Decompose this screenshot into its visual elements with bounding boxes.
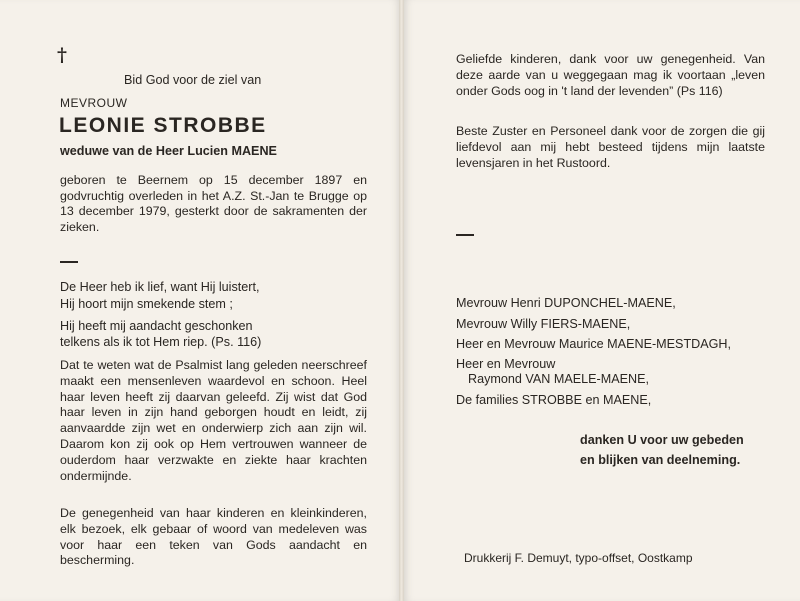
psalm-line: Hij hoort mijn smekende stem ; [60,297,233,311]
farewell-paragraph: Geliefde kinderen, dank voor uw genegenheid. Van deze aarde van u weggegaan mag ik voortaan „leven onder Gods oog in 't land der levenden” (Ps 116) [456,52,765,98]
family-line: Mevrouw Henri DUPONCHEL-MAENE, [456,296,676,310]
thanks-line: en blijken van deelneming. [580,453,741,467]
reflection-paragraph: De genegenheid van haar kinderen en kleinkinderen, elk bezoek, elk gebaar of woord van medeleven was voor haar een teken van Gods aandacht en bescherming. [60,506,367,568]
title-mevrouw: MEVROUW [60,96,128,110]
birth-death-text: geboren te Beernem op 15 december 1897 en godvruchtig overleden in het A.Z. St.-Jan te Brugge op 13 december 1979, gesterkt door de sakramenten der zieken. [60,173,367,234]
right-page [404,0,800,601]
psalm-line: telkens als ik tot Hem riep. (Ps. 116) [60,335,262,349]
thanks-staff-paragraph: Beste Zuster en Personeel dank voor de zorgen die gij liefdevol aan mij hebt besteed tijdens mijn laatste levensjaren in het Rustoord. [456,124,765,170]
prayer-line: Bid God voor de ziel van [124,73,262,87]
reflection-paragraph: Dat te weten wat de Psalmist lang geleden neerschreef maakt een mensenleven waardevol en schoon. Heel haar leven heeft zij daarvan geleefd. Zij wist dat God haar leven in zijn hand geborgen houdt en leidt, zij aanvaardde zijn wet en onderwierp zich aan zijn wil. Daarom kon zij ook op Hem vertrouwen wanneer de ouderdom haar verzwakte en ziekte haar krachten ondermijnde. [60,358,367,483]
thanks-line: danken U voor uw gebeden [580,433,744,447]
widow-line: weduwe van de Heer Lucien MAENE [60,144,277,158]
psalm-line: Hij heeft mij aandacht geschonken [60,319,253,333]
family-line: Heer en Mevrouw Maurice MAENE-MESTDAGH, [456,337,732,351]
family-line: Heer en Mevrouw [456,357,556,371]
psalm-line: De Heer heb ik lief, want Hij luistert, [60,280,260,294]
divider [60,261,78,263]
deceased-name: LEONIE STROBBE [59,114,267,137]
cross-icon: † [57,44,67,66]
printer-credit: Drukkerij F. Demuyt, typo-offset, Oostkamp [464,551,693,565]
family-line: Raymond VAN MAELE-MAENE, [468,372,650,386]
divider [456,234,474,236]
family-line: De families STROBBE en MAENE, [456,393,652,407]
family-line: Mevrouw Willy FIERS-MAENE, [456,317,631,331]
